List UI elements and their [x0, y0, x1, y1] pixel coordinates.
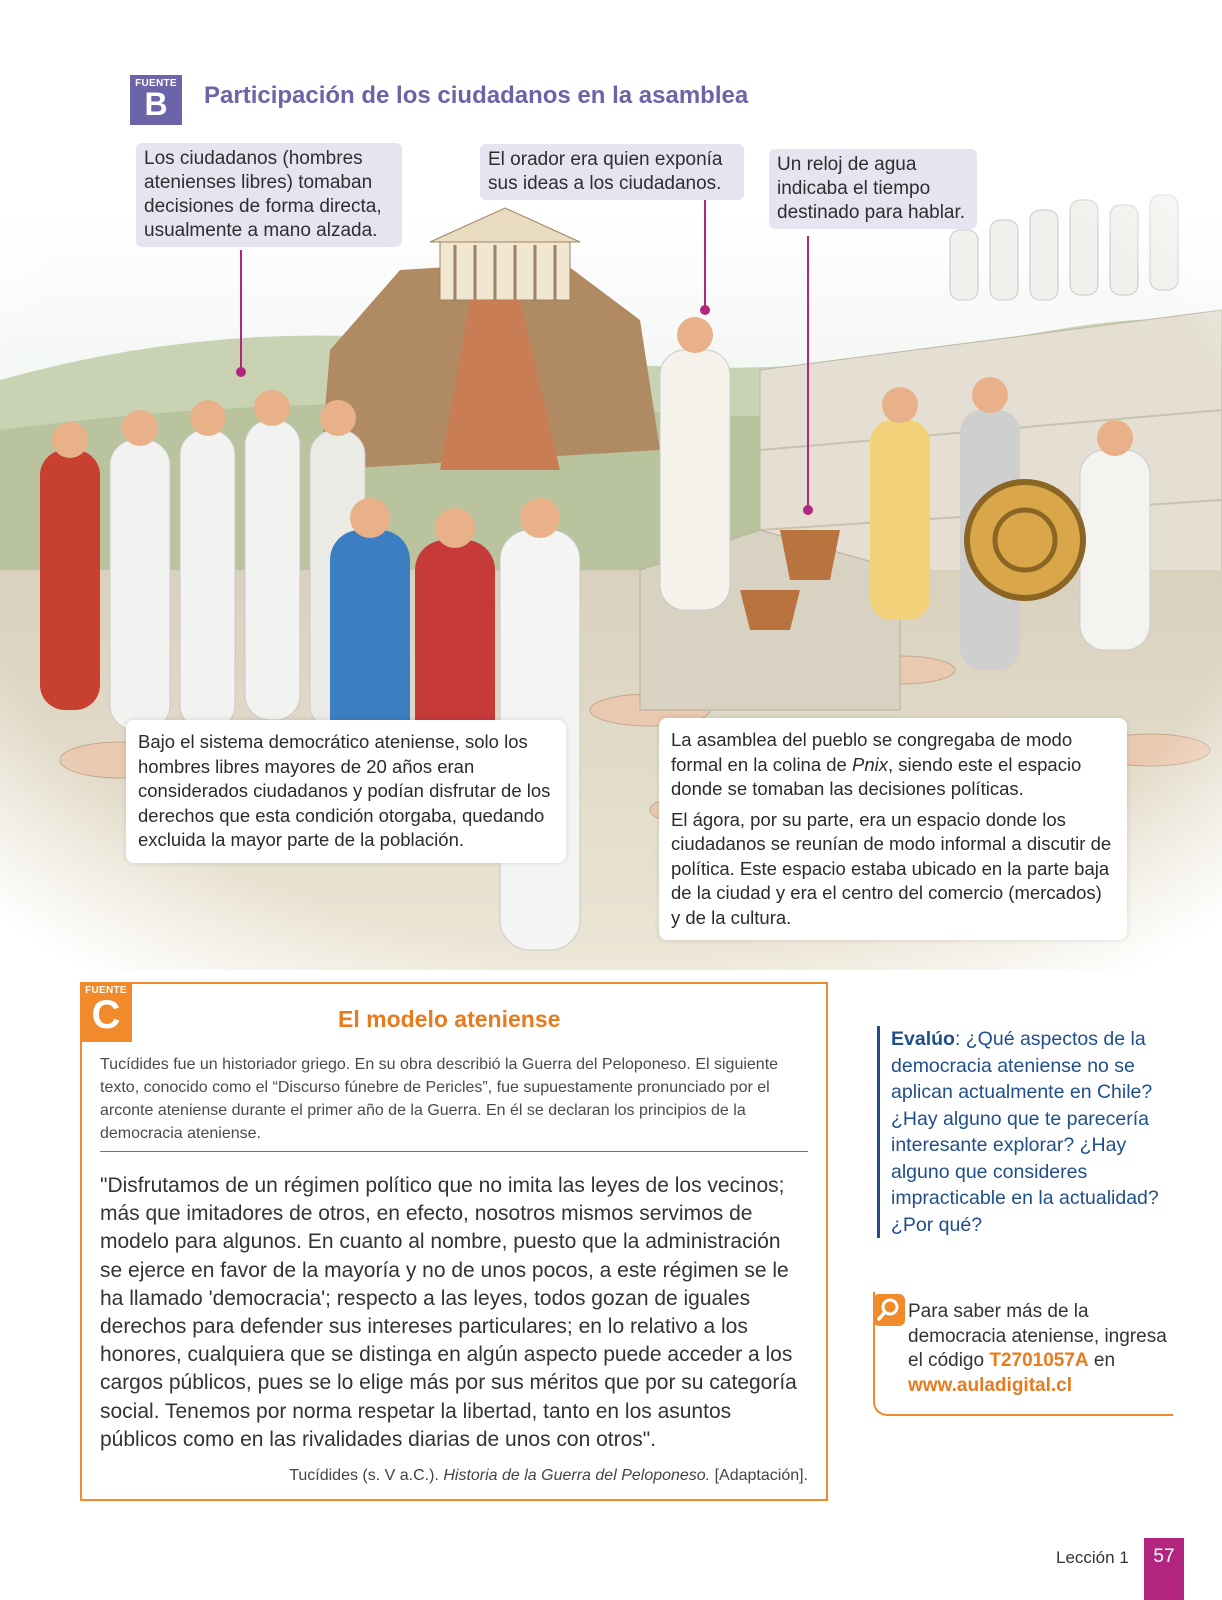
callout-orator: El orador era quien exponía sus ideas a los ciudadanos.	[480, 144, 744, 200]
citation-note: [Adaptación].	[710, 1467, 808, 1484]
citation-author: Tucídides (s. V a.C.).	[289, 1467, 444, 1484]
note-assembly-p2: El ágora, por su parte, era un espacio donde los ciudadanos se reunían de modo informal a discutir de política. Este espacio estaba ubicado en la parte baja de la ciudad y era el centro del comercio (mercados) y de la cultura.	[671, 808, 1112, 928]
fuente-c-badge-label: FUENTE	[85, 985, 127, 996]
fuente-c-citation	[289, 1467, 808, 1485]
fuente-b-badge-label: FUENTE	[135, 78, 177, 89]
note-citizenship: Bajo el sistema democrático ateniense, solo los hombres libres mayores de 20 años eran considerados ciudadanos y podían disfrutar de los derechos que esta condición otorgaba, quedando excluida la mayor parte de la población.	[126, 720, 566, 863]
saber-mas-text-b: en	[1088, 1350, 1116, 1371]
citation-work: Historia de la Guerra del Peloponeso.	[443, 1467, 711, 1484]
callout-water-clock: Un reloj de agua indicaba el tiempo destinado para hablar.	[769, 149, 977, 229]
note-assembly-p1-b: , siendo este el espacio donde se tomaban las decisiones políticas.	[671, 753, 1082, 799]
saber-mas-text	[908, 1300, 1178, 1398]
fuente-c-quote: "Disfrutamos de un régimen político que no imita las leyes de los vecinos; más que imitadores de otros, en efecto, nosotros mismos servimos de modelo para algunos. En cuanto al nombre, puesto que la administración se ejerce en favor de la mayoría y no de unos pocos, a este régimen se le ha llamado 'democracia'; respecto a las leyes, todos gozan de iguales derechos para defender sus intereses particulares; en lo relativo a los honores, cualquiera que se distinga en algún aspecto puede acceder a los cargos públicos, pues se lo elige más por sus méritos que por su categoría social. Tenemos por norma respetar la libertad, tanto en los asuntos públicos como en las rivalidades diarias de unos con otros".	[100, 1174, 797, 1451]
note-assembly-p1	[671, 728, 1115, 802]
fuente-c-title: El modelo ateniense	[338, 1006, 561, 1032]
lesson-label: Lección 1	[1056, 1548, 1129, 1567]
evaluo-question	[877, 1026, 1162, 1238]
evaluo-label: Evalúo	[891, 1028, 955, 1050]
search-icon	[873, 1294, 905, 1326]
note-assembly-p1-a: La asamblea del pueblo se congregaba de modo formal en la colina de	[671, 729, 1073, 775]
fuente-c-badge-letter: C	[91, 993, 121, 1037]
evaluo-text: : ¿Qué aspectos de la democracia ateniense no se aplican actualmente en Chile? ¿Hay alguno que te parecería interesante explorar? ¿Hay alguno que consideres impracticable en la actualidad? ¿Por qué?	[891, 1028, 1159, 1236]
callout-citizens: Los ciudadanos (hombres atenienses libres) tomaban decisiones de forma directa, usualmente a mano alzada.	[136, 143, 402, 247]
note-assembly-pnix: Pnix	[852, 753, 888, 775]
note-assembly	[659, 718, 1127, 940]
page-number: 57	[1144, 1538, 1184, 1600]
fuente-c-divider	[100, 1151, 808, 1152]
fuente-b-badge	[130, 75, 182, 125]
fuente-c-badge	[80, 982, 132, 1042]
fuente-c-intro: Tucídides fue un historiador griego. En su obra describió la Guerra del Peloponeso. El siguiente texto, conocido como el “Discurso fúnebre de Pericles”, fue supuestamente pronunciado por el arconte ateniense durante el primer año de la Guerra. En él se declaran los principios de la democracia ateniense.	[100, 1056, 779, 1142]
saber-mas-text-a: Para saber más de la democracia ateniense, ingresa el código	[908, 1301, 1167, 1371]
fuente-b-badge-letter: B	[144, 86, 168, 122]
saber-mas-code: T2701057A	[989, 1350, 1089, 1371]
fuente-b-title: Participación de los ciudadanos en la asamblea	[204, 82, 749, 109]
saber-mas-url[interactable]: www.auladigital.cl	[908, 1374, 1072, 1396]
